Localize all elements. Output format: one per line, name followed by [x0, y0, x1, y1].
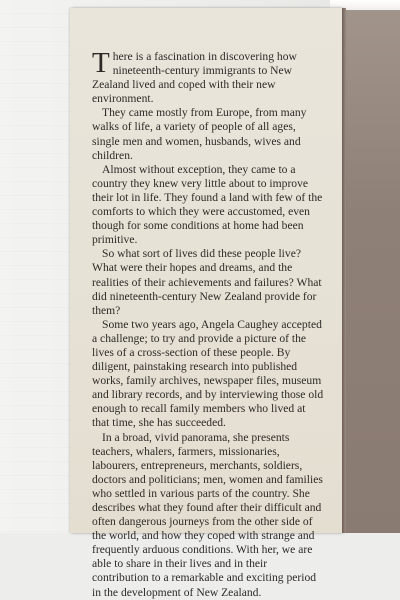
blurb-paragraph-4: So what sort of lives did these people live? What were their hopes and dreams, and the realities of their achievements and failures? What did nineteenth-century New Zealand provide for them? — [92, 247, 322, 317]
blurb-paragraph-1 — [92, 47, 324, 106]
surface-texture — [0, 0, 80, 533]
blurb-paragraph-6: In a broad, vivid panorama, she presents teachers, whalers, farmers, missionaries, labourers, entrepreneurs, merchants, soldiers, doctors and politicians; men, women and families who settled in various parts of the country. She describes what they found after their difficult and often dangerous journeys from the other side of the world, and how they coped with strange and frequently arduous conditions. With her, we are able to share in their lives and in their contribution to a remarkable and exciting period in the development of New Zealand. — [92, 430, 323, 599]
blurb-paragraph-2: They came mostly from Europe, from many walks of life, a variety of people of all ages, single men and women, husbands, wives and children. — [92, 106, 307, 162]
blurb-paragraph-1-text: here is a fascination in discovering how nineteenth-century immigrants to New Zealand lived and coped with their new environment. — [92, 50, 297, 106]
blurb-text — [92, 47, 324, 600]
blurb-paragraph-3: Almost without exception, they came to a country they knew very little about to improve their lot in life. They found a land with few of the comforts to which they were accustomed, even though for some conditions at home had been primitive. — [92, 162, 323, 247]
drop-cap: T — [92, 47, 110, 79]
blurb-paragraph-5: Some two years ago, Angela Caughey accepted a challenge; to try and provide a picture of the lives of a cross-section of these people. By diligent, painstaking research into published works, family archives, newspaper files, museum and library records, and by interviewing those old enough to recall family members who lived at that time, she has succeeded. — [92, 317, 324, 430]
jacket-fold-edge — [342, 8, 346, 533]
